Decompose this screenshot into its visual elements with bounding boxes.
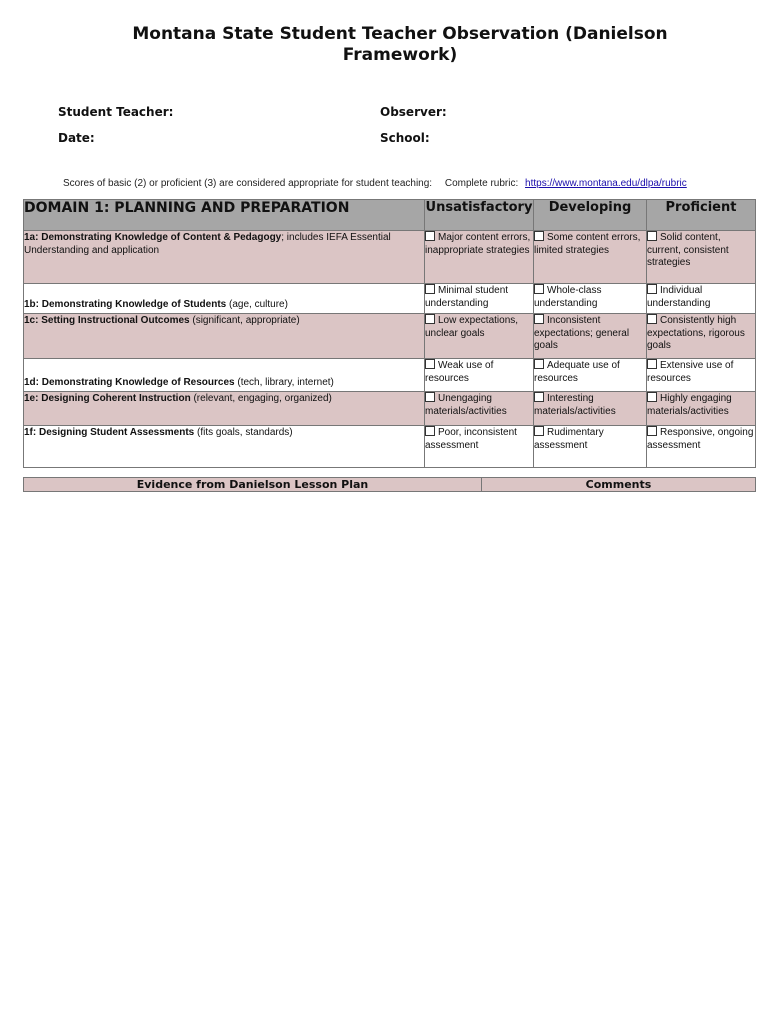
table-row xyxy=(24,359,756,392)
checkbox[interactable] xyxy=(425,392,435,402)
scores-text: Scores of basic (2) or proficient (3) are considered appropriate for student teaching: xyxy=(63,178,433,189)
domain-title: DOMAIN 1: PLANNING AND PREPARATION xyxy=(24,200,425,231)
option-text: Some content errors, limited strategies xyxy=(534,232,641,256)
component-detail: (fits goals, standards) xyxy=(194,427,293,438)
component-detail: (age, culture) xyxy=(226,299,288,310)
page-title: Montana State Student Teacher Observation (Danielson Framework) xyxy=(132,24,668,65)
evidence-table xyxy=(23,477,756,492)
option-cell xyxy=(647,359,756,392)
component-1c xyxy=(24,314,425,359)
component-1b xyxy=(24,284,425,314)
rubric-link[interactable]: https://www.montana.edu/dlpa/rubric xyxy=(525,178,687,189)
checkbox[interactable] xyxy=(647,284,657,294)
option-cell xyxy=(647,231,756,284)
comments-header: Comments xyxy=(482,478,756,492)
option-text: Interesting materials/activities xyxy=(534,393,616,417)
option-cell xyxy=(425,426,534,468)
evidence-header-row xyxy=(24,478,756,492)
checkbox[interactable] xyxy=(425,284,435,294)
observer-label: Observer: xyxy=(380,105,447,119)
component-detail: (tech, library, internet) xyxy=(234,377,334,388)
option-cell xyxy=(647,392,756,426)
table-row xyxy=(24,284,756,314)
checkbox[interactable] xyxy=(425,314,435,324)
option-cell xyxy=(425,231,534,284)
checkbox[interactable] xyxy=(425,426,435,436)
table-row xyxy=(24,231,756,284)
option-cell xyxy=(534,426,647,468)
option-text: Highly engaging materials/activities xyxy=(647,393,732,417)
rubric-table xyxy=(23,199,756,468)
evidence-header: Evidence from Danielson Lesson Plan xyxy=(24,478,482,492)
option-cell xyxy=(534,284,647,314)
option-cell xyxy=(534,359,647,392)
component-1a xyxy=(24,231,425,284)
component-code: 1e: Designing Coherent Instruction xyxy=(24,393,191,404)
level-unsatisfactory: Unsatisfactory xyxy=(425,200,534,231)
checkbox[interactable] xyxy=(647,426,657,436)
checkbox[interactable] xyxy=(534,392,544,402)
option-cell xyxy=(647,284,756,314)
option-cell xyxy=(647,426,756,468)
checkbox[interactable] xyxy=(647,392,657,402)
checkbox[interactable] xyxy=(534,314,544,324)
option-text: Minimal student understanding xyxy=(425,285,509,309)
component-code: 1c: Setting Instructional Outcomes xyxy=(24,315,190,326)
checkbox[interactable] xyxy=(647,359,657,369)
option-cell xyxy=(425,359,534,392)
option-cell xyxy=(425,314,534,359)
option-text: Adequate use of resources xyxy=(534,360,620,384)
component-detail: ; includes IEFA Essential Understanding and application xyxy=(24,232,391,256)
component-detail: (significant, appropriate) xyxy=(189,315,300,326)
option-text: Responsive, ongoing assessment xyxy=(647,427,754,451)
component-1d xyxy=(24,359,425,392)
checkbox[interactable] xyxy=(534,284,544,294)
option-text: Consistently high expectations, rigorous goals xyxy=(647,315,745,351)
option-cell xyxy=(534,392,647,426)
table-row xyxy=(24,426,756,468)
level-proficient: Proficient xyxy=(647,200,756,231)
checkbox[interactable] xyxy=(647,314,657,324)
rubric-label: Complete rubric: xyxy=(444,178,519,189)
option-cell xyxy=(425,392,534,426)
component-1e xyxy=(24,392,425,426)
option-text: Solid content, current, consistent strategies xyxy=(647,232,729,268)
option-text: Rudimentary assessment xyxy=(534,427,604,451)
table-row xyxy=(24,392,756,426)
component-code: 1b: Demonstrating Knowledge of Students xyxy=(24,299,227,310)
option-text: Low expectations, unclear goals xyxy=(425,315,519,339)
option-text: Poor, inconsistent assessment xyxy=(425,427,517,451)
school-label: School: xyxy=(380,131,430,145)
table-row xyxy=(24,314,756,359)
option-text: Inconsistent expectations; general goals xyxy=(534,315,630,351)
option-text: Weak use of resources xyxy=(425,360,494,384)
checkbox[interactable] xyxy=(534,426,544,436)
option-cell xyxy=(534,231,647,284)
option-text: Whole-class understanding xyxy=(534,285,602,309)
student-teacher-label: Student Teacher: xyxy=(58,105,174,119)
rubric-header-row xyxy=(24,200,756,231)
component-code: 1f: Designing Student Assessments xyxy=(24,427,195,438)
option-cell xyxy=(647,314,756,359)
component-code: 1d: Demonstrating Knowledge of Resources xyxy=(24,377,235,388)
component-detail: (relevant, engaging, organized) xyxy=(190,393,332,404)
checkbox[interactable] xyxy=(534,359,544,369)
option-text: Extensive use of resources xyxy=(647,360,734,384)
option-text: Unengaging materials/activities xyxy=(425,393,507,417)
checkbox[interactable] xyxy=(425,359,435,369)
checkbox[interactable] xyxy=(534,231,544,241)
checkbox[interactable] xyxy=(647,231,657,241)
option-cell xyxy=(534,314,647,359)
scoring-note xyxy=(63,178,687,189)
option-cell xyxy=(425,284,534,314)
date-label: Date: xyxy=(58,131,95,145)
level-developing: Developing xyxy=(534,200,647,231)
checkbox[interactable] xyxy=(425,231,435,241)
component-code: 1a: Demonstrating Knowledge of Content & Pedagogy xyxy=(24,232,282,243)
option-text: Major content errors, inappropriate strategies xyxy=(425,232,531,256)
option-text: Individual understanding xyxy=(647,285,711,309)
component-1f xyxy=(24,426,425,468)
